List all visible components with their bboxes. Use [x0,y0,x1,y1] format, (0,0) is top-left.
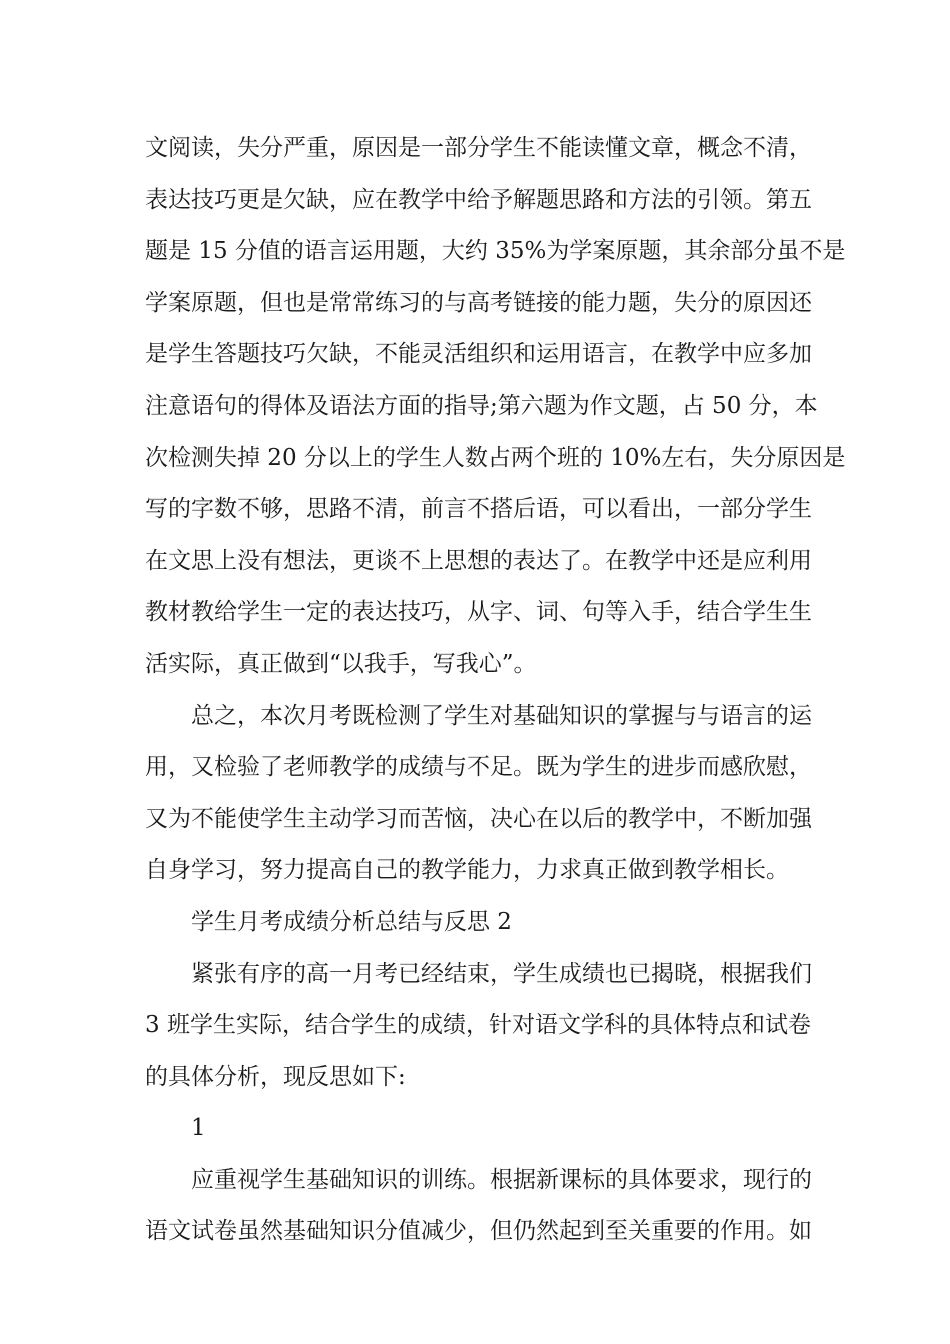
section-heading: 学生月考成绩分析总结与反思 2 [191,908,512,935]
text-line: 用，又检验了老师教学的成绩与不足。既为学生的进步而感欣慰， [145,754,812,781]
text-line: 题是 15 分值的语言运用题，大约 35%为学案原题，其余部分虽不是 [145,238,846,265]
text-line: 写的字数不够，思路不清，前言不搭后语，可以看出，一部分学生 [145,496,812,523]
text-line: 的具体分析，现反思如下: [145,1063,406,1090]
text-line: 注意语句的得体及语法方面的指导;第六题为作文题，占 50 分，本 [145,392,818,419]
body-text [145,128,846,1263]
text-line: 表达技巧更是欠缺，应在教学中给予解题思路和方法的引领。第五 [145,186,812,213]
text-line: 语文试卷虽然基础知识分值减少，但仍然起到至关重要的作用。如 [145,1218,812,1245]
text-line: 在文思上没有想法，更谈不上思想的表达了。在教学中还是应利用 [145,547,812,574]
text-line: 次检测失掉 20 分以上的学生人数占两个班的 10%左右，失分原因是 [145,444,846,471]
text-line: 自身学习，努力提高自己的教学能力，力求真正做到教学相长。 [145,857,789,884]
text-line: 文阅读，失分严重，原因是一部分学生不能读懂文章，概念不清， [145,135,812,161]
text-line: 又为不能使学生主动学习而苦恼，决心在以后的教学中，不断加强 [145,805,812,832]
text-line: 是学生答题技巧欠缺，不能灵活组织和运用语言，在教学中应多加 [145,341,812,368]
paragraph-first-line: 紧张有序的高一月考已经结束，学生成绩也已揭晓，根据我们 [191,960,812,987]
paragraph-first-line: 总之，本次月考既检测了学生对基础知识的掌握与与语言的运 [191,702,812,729]
text-line: 教材教给学生一定的表达技巧，从字、词、句等入手，结合学生生 [145,599,812,626]
list-number: 1 [191,1115,206,1142]
text-line: 3 班学生实际，结合学生的成绩，针对语文学科的具体特点和试卷 [145,1012,811,1039]
paragraph-first-line: 应重视学生基础知识的训练。根据新课标的具体要求，现行的 [191,1166,812,1193]
text-line: 活实际，真正做到“以我手，写我心”。 [145,650,537,677]
text-line: 学案原题，但也是常常练习的与高考链接的能力题，失分的原因还 [145,289,812,316]
